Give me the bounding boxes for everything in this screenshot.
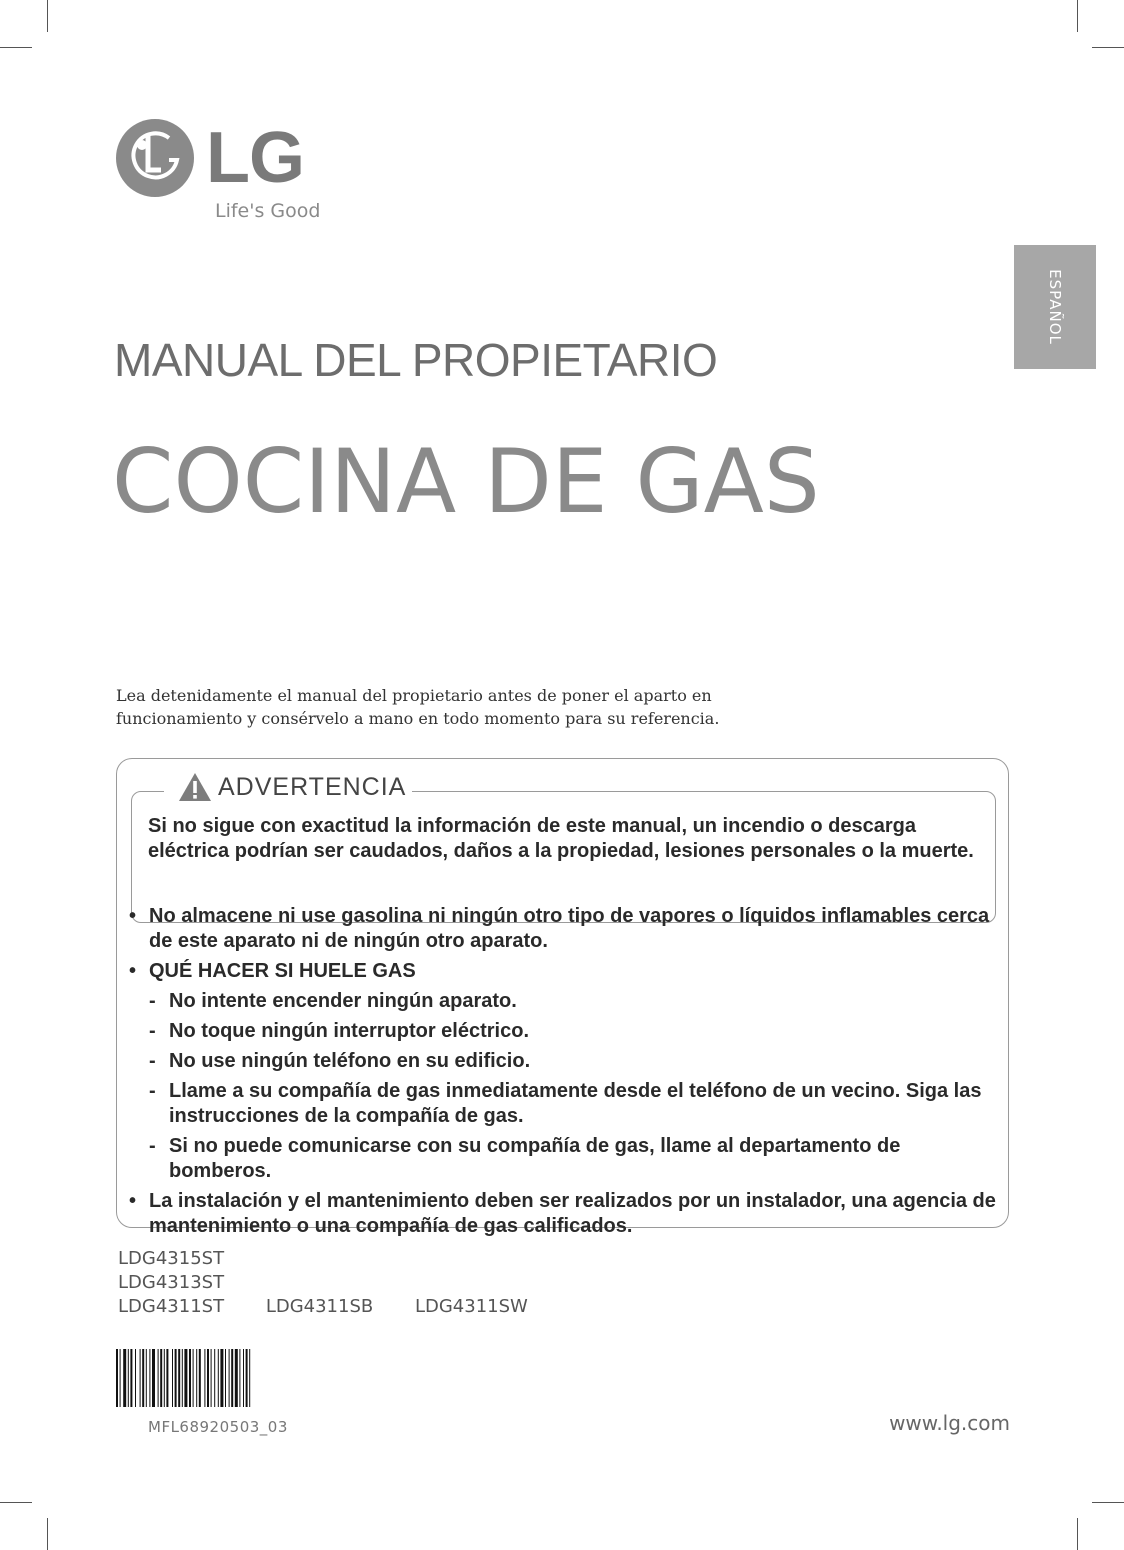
warning-text: Si no sigue con exactitud la información de este manual, un incendio o descarga eléctrica podrían ser caudados, daños a la propiedad, lesiones personales o la muerte. bbox=[148, 815, 974, 862]
barcode-bar bbox=[249, 1349, 250, 1407]
barcode bbox=[116, 1349, 330, 1407]
list-item bbox=[129, 904, 999, 954]
safety-list bbox=[129, 904, 999, 1244]
barcode-bar bbox=[120, 1349, 121, 1407]
part-number: MFL68920503_03 bbox=[148, 1418, 288, 1436]
model-number: LDG4311SB bbox=[265, 1296, 374, 1317]
dash: - bbox=[149, 1020, 156, 1042]
bullet: • bbox=[129, 960, 137, 982]
crop-mark bbox=[1077, 0, 1078, 32]
model-number: LDG4311SW bbox=[414, 1296, 528, 1317]
barcode-bar bbox=[178, 1349, 180, 1407]
barcode-bar bbox=[175, 1349, 177, 1407]
dash: - bbox=[149, 1080, 156, 1102]
barcode-bar bbox=[160, 1349, 162, 1407]
crop-mark bbox=[47, 1518, 48, 1550]
barcode-bar bbox=[135, 1349, 136, 1407]
barcode-bar bbox=[220, 1349, 223, 1407]
barcode-bar bbox=[189, 1349, 191, 1407]
model-number: LDG4313ST bbox=[118, 1272, 225, 1293]
safety-panel bbox=[116, 758, 1009, 1237]
dash: - bbox=[149, 1135, 156, 1157]
crop-mark bbox=[0, 47, 32, 48]
barcode-bar bbox=[172, 1349, 173, 1407]
model-number: LDG4315ST bbox=[118, 1248, 225, 1269]
barcode-bar bbox=[235, 1349, 238, 1407]
sub-list-item bbox=[129, 1079, 999, 1129]
sub-list-item-text: No toque ningún interruptor eléctrico. bbox=[169, 1020, 529, 1042]
barcode-bar bbox=[116, 1349, 118, 1407]
logo-tagline: Life's Good bbox=[215, 200, 321, 222]
barcode-bar bbox=[211, 1349, 212, 1407]
model-number: LDG4311ST bbox=[118, 1296, 225, 1317]
crop-mark bbox=[1092, 1502, 1124, 1503]
website-url: www.lg.com bbox=[889, 1411, 1010, 1435]
sub-list-item-text: Si no puede comunicarse con su compañía de gas, llame al departamento de bomberos. bbox=[169, 1135, 901, 1182]
barcode-bar bbox=[196, 1349, 197, 1407]
barcode-bar bbox=[204, 1349, 205, 1407]
barcode-bar bbox=[142, 1349, 144, 1407]
crop-mark bbox=[1092, 47, 1124, 48]
document-type: MANUAL DEL PROPIETARIO bbox=[114, 334, 718, 386]
list-item-text: No almacene ni use gasolina ni ningún otro tipo de vapores o líquidos inflamables cerca de este aparato ni de ningún otro aparato. bbox=[149, 905, 990, 952]
sub-list-item bbox=[129, 1134, 999, 1184]
sub-list-item-text: Llame a su compañía de gas inmediatamente desde el teléfono de un vecino. Siga las instrucciones de la compañía de gas. bbox=[169, 1080, 982, 1127]
intro-paragraph bbox=[116, 684, 776, 730]
product-title: COCINA DE GAS bbox=[112, 430, 820, 533]
bullet: • bbox=[129, 905, 137, 927]
crop-mark bbox=[1077, 1518, 1078, 1550]
list-item bbox=[129, 959, 999, 984]
barcode-bar bbox=[128, 1349, 129, 1407]
barcode-bar bbox=[152, 1349, 155, 1407]
crop-mark bbox=[47, 0, 48, 32]
sub-list-item bbox=[129, 1049, 999, 1074]
model-row bbox=[118, 1247, 564, 1271]
dash: - bbox=[149, 1050, 156, 1072]
list-item-text: La instalación y el mantenimiento deben ser realizados por un instalador, una agencia de mantenimiento o una compañía de gas calificados. bbox=[149, 1190, 996, 1237]
model-row bbox=[118, 1271, 564, 1295]
sub-list-item-text: No intente encender ningún aparato. bbox=[169, 990, 517, 1012]
barcode-bar bbox=[246, 1349, 248, 1407]
barcode-bar bbox=[146, 1349, 147, 1407]
intro-line: Lea detenidamente el manual del propietario antes de poner el aparto en bbox=[116, 686, 712, 705]
warning-header bbox=[164, 772, 412, 802]
barcode-bar bbox=[149, 1349, 150, 1407]
barcode-bar bbox=[123, 1349, 126, 1407]
barcode-bar bbox=[207, 1349, 209, 1407]
bullet: • bbox=[129, 1190, 137, 1212]
model-row bbox=[118, 1295, 564, 1319]
list-item bbox=[129, 1189, 999, 1239]
barcode-bar bbox=[158, 1349, 159, 1407]
logo-letters: LG bbox=[206, 118, 304, 198]
barcode-bar bbox=[214, 1349, 215, 1407]
sub-list-item bbox=[129, 1019, 999, 1044]
barcode-bar bbox=[199, 1349, 201, 1407]
warning-title: ADVERTENCIA bbox=[218, 772, 407, 801]
barcode-bar bbox=[239, 1349, 240, 1407]
sub-list-item-text: No use ningún teléfono en su edificio. bbox=[169, 1050, 531, 1072]
list-item-text: QUÉ HACER SI HUELE GAS bbox=[149, 960, 416, 982]
barcode-bar bbox=[193, 1349, 194, 1407]
barcode-bar bbox=[182, 1349, 183, 1407]
barcode-bar bbox=[166, 1349, 168, 1407]
crop-mark bbox=[0, 1502, 32, 1503]
barcode-bar bbox=[184, 1349, 187, 1407]
sub-list-item bbox=[129, 989, 999, 1014]
barcode-bar bbox=[130, 1349, 132, 1407]
barcode-bar bbox=[231, 1349, 233, 1407]
intro-line: funcionamiento y consérvelo a mano en todo momento para su referencia. bbox=[116, 709, 720, 728]
barcode-bar bbox=[243, 1349, 244, 1407]
language-tab bbox=[1014, 245, 1096, 369]
barcode-bar bbox=[225, 1349, 226, 1407]
model-numbers bbox=[118, 1247, 564, 1319]
warning-triangle-icon bbox=[178, 772, 212, 802]
barcode-bar bbox=[229, 1349, 230, 1407]
barcode-bar bbox=[140, 1349, 141, 1407]
dash: - bbox=[149, 990, 156, 1012]
lg-face-logo-icon bbox=[115, 118, 195, 198]
barcode-bar bbox=[164, 1349, 165, 1407]
language-tab-label: ESPAÑOL bbox=[1045, 269, 1064, 345]
barcode-bar bbox=[218, 1349, 219, 1407]
